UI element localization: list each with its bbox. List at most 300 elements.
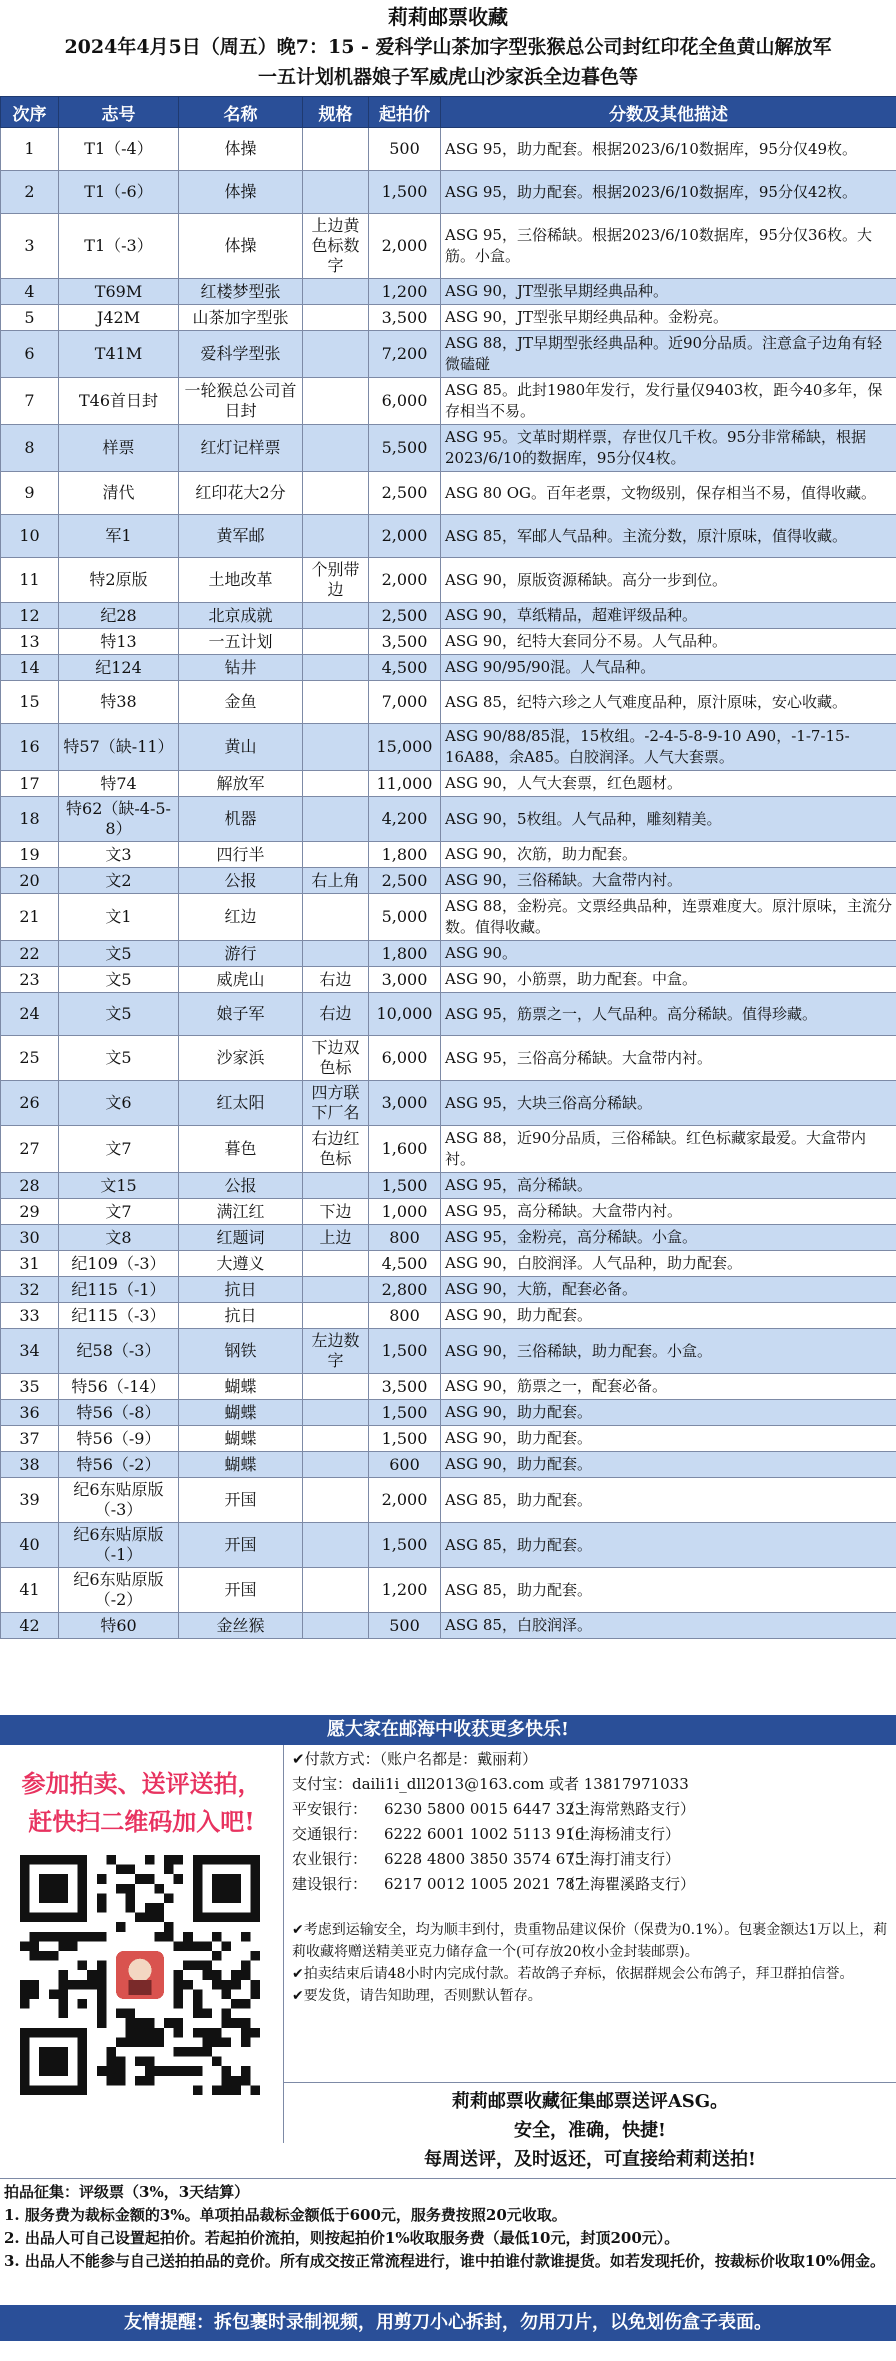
- lot-start-price: 2,000: [369, 558, 441, 603]
- lot-start-price: 3,500: [369, 305, 441, 331]
- lot-start-price: 800: [369, 1303, 441, 1329]
- lot-name: 公报: [179, 868, 303, 894]
- table-row: [1, 1199, 896, 1225]
- lot-spec: [303, 681, 369, 724]
- bank-name: 建设银行：: [292, 1875, 368, 1893]
- lot-spec: [303, 128, 369, 171]
- lot-description: ASG 88，金粉亮。文票经典品种，连票难度大。原汁原味，主流分数。值得收藏。: [441, 894, 896, 941]
- bank-row: [292, 1797, 888, 1822]
- lot-name: 开国: [179, 1568, 303, 1613]
- table-row: [1, 993, 896, 1036]
- lot-code: T69M: [59, 279, 179, 305]
- lot-name: 大遵义: [179, 1251, 303, 1277]
- payment-title-text: 付款方式：（账户名都是：戴丽莉）: [304, 1750, 538, 1768]
- lot-description: ASG 90/88/85混，15枚组。-2-4-5-8-9-10 A90，-1-7-15-16A88，余A85。白胶润泽。人气大套票。: [441, 724, 896, 771]
- lot-code: 纪124: [59, 655, 179, 681]
- lot-description: ASG 95。文革时期样票，存世仅几千枚。95分非常稀缺，根据2023/6/10的数据库，95分仅4枚。: [441, 425, 896, 472]
- lot-spec: [303, 425, 369, 472]
- lot-start-price: 11,000: [369, 771, 441, 797]
- lot-name: 抗日: [179, 1303, 303, 1329]
- lot-start-price: 7,000: [369, 681, 441, 724]
- lot-number: 6: [1, 331, 59, 378]
- payment-info: [284, 1745, 896, 1897]
- lot-start-price: 600: [369, 1452, 441, 1478]
- lot-spec: [303, 305, 369, 331]
- lot-description: ASG 90，次筋，助力配套。: [441, 842, 896, 868]
- lot-description: ASG 85，助力配套。: [441, 1568, 896, 1613]
- lot-name: 金丝猴: [179, 1613, 303, 1639]
- lot-start-price: 3,500: [369, 1374, 441, 1400]
- lot-start-price: 800: [369, 1225, 441, 1251]
- lot-start-price: 1,500: [369, 171, 441, 214]
- lot-spec: 下边: [303, 1199, 369, 1225]
- bank-account[interactable]: 6217 0012 1005 2021 787: [384, 1875, 585, 1893]
- lot-start-price: 1,800: [369, 941, 441, 967]
- table-row: [1, 1251, 896, 1277]
- lot-code: 特13: [59, 629, 179, 655]
- lot-description: ASG 95，高分稀缺。: [441, 1173, 896, 1199]
- lot-number: 34: [1, 1329, 59, 1374]
- table-row: [1, 515, 896, 558]
- lot-name: 蝴蝶: [179, 1426, 303, 1452]
- lot-description: ASG 90，筋票之一，配套必备。: [441, 1374, 896, 1400]
- lot-number: 18: [1, 797, 59, 842]
- lot-name: 威虎山: [179, 967, 303, 993]
- lot-number: 2: [1, 171, 59, 214]
- lot-number: 36: [1, 1400, 59, 1426]
- lot-code: T46首日封: [59, 378, 179, 425]
- bank-account[interactable]: 6228 4800 3850 3574 675: [384, 1850, 585, 1868]
- lot-start-price: 1,200: [369, 1568, 441, 1613]
- lot-code: 特56（-14）: [59, 1374, 179, 1400]
- rules-title: 拍品征集：评级票（3%，3天结算）: [4, 2183, 250, 2201]
- lot-number: 20: [1, 868, 59, 894]
- lot-spec: [303, 331, 369, 378]
- table-row: [1, 378, 896, 425]
- page-title: 莉莉邮票收藏: [388, 5, 508, 29]
- lot-description: ASG 90，三俗稀缺，助力配套。小盒。: [441, 1329, 896, 1374]
- lot-number: 26: [1, 1081, 59, 1126]
- lot-number: 32: [1, 1277, 59, 1303]
- lot-description: ASG 80 OG。百年老票，文物级别，保存相当不易，值得收藏。: [441, 472, 896, 515]
- lot-name: 机器: [179, 797, 303, 842]
- lot-spec: 个别带边: [303, 558, 369, 603]
- lot-description: ASG 90，助力配套。: [441, 1400, 896, 1426]
- lot-start-price: 10,000: [369, 993, 441, 1036]
- lot-number: 27: [1, 1126, 59, 1173]
- lot-description: ASG 88，近90分品质，三俗稀缺。红色标藏家最爱。大盒带内衬。: [441, 1126, 896, 1173]
- rule-1: 1. 服务费为裁标金额的3%。单项拍品裁标金额低于600元，服务费按照20元收取。: [4, 2206, 567, 2224]
- lot-description: ASG 85。此封1980年发行，发行量仅9403枚，距今40多年，保存相当不易。: [441, 378, 896, 425]
- shipping-notes: [284, 1919, 896, 2007]
- table-row: [1, 1374, 896, 1400]
- lot-start-price: 7,200: [369, 331, 441, 378]
- table-row: [1, 1303, 896, 1329]
- alipay-row: [292, 1772, 888, 1797]
- footer-reminder: 友情提醒：拆包裹时录制视频，用剪刀小心拆封，勿用刀片，以免划伤盒子表面。: [0, 2305, 896, 2341]
- lot-number: 9: [1, 472, 59, 515]
- lot-spec: [303, 724, 369, 771]
- lot-name: 一五计划: [179, 629, 303, 655]
- lot-start-price: 2,000: [369, 515, 441, 558]
- note-1: [292, 1919, 888, 1963]
- lot-name: 暮色: [179, 1126, 303, 1173]
- lot-number: 14: [1, 655, 59, 681]
- lot-description: ASG 95，助力配套。根据2023/6/10数据库，95分仅42枚。: [441, 171, 896, 214]
- lot-code: 特57（缺-11）: [59, 724, 179, 771]
- lot-code: T1（-4）: [59, 128, 179, 171]
- lot-spec: [303, 1251, 369, 1277]
- lot-number: 11: [1, 558, 59, 603]
- lot-code: 样票: [59, 425, 179, 472]
- lot-spec: 上边黄色标数字: [303, 214, 369, 279]
- lot-spec: 右边: [303, 993, 369, 1036]
- lot-code: 清代: [59, 472, 179, 515]
- lot-code: 纪58（-3）: [59, 1329, 179, 1374]
- lot-name: 满江红: [179, 1199, 303, 1225]
- lot-start-price: 1,500: [369, 1400, 441, 1426]
- lot-spec: [303, 1400, 369, 1426]
- lot-number: 12: [1, 603, 59, 629]
- lot-number: 24: [1, 993, 59, 1036]
- lot-name: 红太阳: [179, 1081, 303, 1126]
- lot-code: 军1: [59, 515, 179, 558]
- lot-name: 钻井: [179, 655, 303, 681]
- lot-start-price: 2,000: [369, 214, 441, 279]
- lot-description: ASG 90。: [441, 941, 896, 967]
- divider: [0, 2178, 896, 2179]
- note-3: [292, 1985, 888, 2007]
- lot-spec: [303, 1613, 369, 1639]
- lot-description: ASG 90，小筋票，助力配套。中盒。: [441, 967, 896, 993]
- lot-name: 红边: [179, 894, 303, 941]
- lot-number: 30: [1, 1225, 59, 1251]
- table-row: [1, 1126, 896, 1173]
- header: [0, 0, 896, 100]
- lot-number: 42: [1, 1613, 59, 1639]
- lot-description: ASG 95，三俗稀缺。根据2023/6/10数据库，95分仅36枚。大筋。小盒。: [441, 214, 896, 279]
- lot-start-price: 500: [369, 128, 441, 171]
- bank-account[interactable]: 6222 6001 1002 5113 916: [384, 1825, 585, 1843]
- table-row: [1, 305, 896, 331]
- lot-spec: [303, 171, 369, 214]
- col-header-code: 志号: [59, 97, 179, 128]
- asg-submission-box: [284, 2082, 896, 2179]
- lot-name: 蝴蝶: [179, 1400, 303, 1426]
- table-header-row: [1, 97, 896, 128]
- asg-line-2: 安全，准确，快捷!: [514, 2120, 666, 2141]
- lot-name: 北京成就: [179, 603, 303, 629]
- lot-spec: [303, 1452, 369, 1478]
- lot-code: 文5: [59, 1036, 179, 1081]
- lot-description: ASG 95，金粉亮，高分稀缺。小盒。: [441, 1225, 896, 1251]
- lot-code: 文2: [59, 868, 179, 894]
- table-row: [1, 1173, 896, 1199]
- lot-name: 黄山: [179, 724, 303, 771]
- lot-spec: 左边数字: [303, 1329, 369, 1374]
- lot-name: 解放军: [179, 771, 303, 797]
- lot-start-price: 6,000: [369, 378, 441, 425]
- lot-number: 15: [1, 681, 59, 724]
- lot-number: 28: [1, 1173, 59, 1199]
- lot-description: ASG 90，助力配套。: [441, 1303, 896, 1329]
- lot-spec: [303, 1478, 369, 1523]
- lot-start-price: 5,500: [369, 425, 441, 472]
- lot-code: 文1: [59, 894, 179, 941]
- lot-name: 开国: [179, 1478, 303, 1523]
- note-1-text: 考虑到运输安全，均为顺丰到付，贵重物品建议保价（保费为0.1%）。包裹金额达1万以上，莉莉收藏将赠送精美亚克力储存盒一个(可存放20枚小金封装邮票)。: [292, 1922, 888, 1960]
- lot-start-price: 4,500: [369, 655, 441, 681]
- lot-number: 7: [1, 378, 59, 425]
- col-header-spec: 规格: [303, 97, 369, 128]
- lot-number: 4: [1, 279, 59, 305]
- bank-branch: （上海常熟路支行）: [560, 1800, 696, 1818]
- banner: 愿大家在邮海中收获更多快乐!: [0, 1715, 896, 1745]
- bank-name: 平安银行：: [292, 1800, 368, 1818]
- promo-line-2: 赶快扫二维码加入吧!: [28, 1807, 255, 1836]
- lot-code: 文5: [59, 993, 179, 1036]
- table-row: [1, 214, 896, 279]
- lot-code: 纪115（-3）: [59, 1303, 179, 1329]
- lot-name: 黄军邮: [179, 515, 303, 558]
- bank-account[interactable]: 6230 5800 0015 6447 323: [384, 1800, 585, 1818]
- lot-code: 文7: [59, 1126, 179, 1173]
- lot-description: ASG 90，白胶润泽。人气品种，助力配套。: [441, 1251, 896, 1277]
- lot-code: 特60: [59, 1613, 179, 1639]
- table-row: [1, 603, 896, 629]
- lot-name: 红灯记样票: [179, 425, 303, 472]
- lot-number: 31: [1, 1251, 59, 1277]
- lot-description: ASG 95，大块三俗高分稀缺。: [441, 1081, 896, 1126]
- lot-number: 22: [1, 941, 59, 967]
- table-row: [1, 1613, 896, 1639]
- lot-name: 四行半: [179, 842, 303, 868]
- lot-number: 3: [1, 214, 59, 279]
- lot-number: 19: [1, 842, 59, 868]
- lot-start-price: 5,000: [369, 894, 441, 941]
- table-row: [1, 894, 896, 941]
- lot-number: 1: [1, 128, 59, 171]
- lot-spec: 上边: [303, 1225, 369, 1251]
- bank-row: [292, 1872, 888, 1897]
- lot-name: 娘子军: [179, 993, 303, 1036]
- rule-2: 2. 出品人可自己设置起拍价。若起拍价流拍，则按起拍价1%收取服务费（最低10元，封顶200元）。: [4, 2229, 680, 2247]
- lot-description: ASG 90/95/90混。人气品种。: [441, 655, 896, 681]
- lot-code: 特62（缺-4-5-8）: [59, 797, 179, 842]
- lot-code: 文3: [59, 842, 179, 868]
- lot-code: 文7: [59, 1199, 179, 1225]
- lot-code: T1（-3）: [59, 214, 179, 279]
- lot-name: 抗日: [179, 1277, 303, 1303]
- table-row: [1, 967, 896, 993]
- lot-start-price: 4,200: [369, 797, 441, 842]
- lot-spec: [303, 629, 369, 655]
- lot-spec: [303, 515, 369, 558]
- lot-spec: [303, 603, 369, 629]
- table-row: [1, 1523, 896, 1568]
- lot-code: 特38: [59, 681, 179, 724]
- lot-number: 41: [1, 1568, 59, 1613]
- lot-number: 29: [1, 1199, 59, 1225]
- lot-code: 纪115（-1）: [59, 1277, 179, 1303]
- lot-start-price: 2,500: [369, 603, 441, 629]
- bank-name: 农业银行：: [292, 1850, 368, 1868]
- lot-spec: [303, 797, 369, 842]
- bank-branch: （上海瞿溪路支行）: [560, 1875, 696, 1893]
- lot-start-price: 1,200: [369, 279, 441, 305]
- lot-spec: [303, 1374, 369, 1400]
- table-row: [1, 1568, 896, 1613]
- lot-description: ASG 90，人气大套票，红色题材。: [441, 771, 896, 797]
- table-row: [1, 1036, 896, 1081]
- lot-spec: [303, 472, 369, 515]
- table-row: [1, 842, 896, 868]
- table-row: [1, 771, 896, 797]
- col-header-no: 次序: [1, 97, 59, 128]
- lot-spec: [303, 1426, 369, 1452]
- lot-start-price: 1,000: [369, 1199, 441, 1225]
- lot-start-price: 500: [369, 1613, 441, 1639]
- lot-name: 蝴蝶: [179, 1374, 303, 1400]
- lot-number: 35: [1, 1374, 59, 1400]
- table-row: [1, 1081, 896, 1126]
- lot-code: 特74: [59, 771, 179, 797]
- lot-description: ASG 90，纪特大套同分不易。人气品种。: [441, 629, 896, 655]
- lot-number: 21: [1, 894, 59, 941]
- lot-code: 纪6东贴原版（-2）: [59, 1568, 179, 1613]
- table-row: [1, 472, 896, 515]
- lot-start-price: 6,000: [369, 1036, 441, 1081]
- lot-spec: 右边: [303, 967, 369, 993]
- check-icon: ✔: [292, 1988, 304, 2004]
- qr-center-avatar-icon: [111, 1946, 169, 2004]
- lot-name: 红楼梦型张: [179, 279, 303, 305]
- check-icon: ✔: [292, 1922, 304, 1938]
- asg-line-1: 莉莉邮票收藏征集邮票送评ASG。: [451, 2091, 729, 2112]
- col-header-price: 起拍价: [369, 97, 441, 128]
- lot-start-price: 1,800: [369, 842, 441, 868]
- lot-spec: 右上角: [303, 868, 369, 894]
- check-icon: ✔: [292, 1966, 304, 1982]
- table-row: [1, 941, 896, 967]
- lot-table: [0, 96, 896, 1639]
- lot-name: 开国: [179, 1523, 303, 1568]
- check-icon: ✔: [292, 1750, 305, 1768]
- lot-spec: [303, 655, 369, 681]
- lot-description: ASG 90，5枚组。人气品种，雕刻精美。: [441, 797, 896, 842]
- lot-number: 38: [1, 1452, 59, 1478]
- lot-code: 特56（-9）: [59, 1426, 179, 1452]
- table-row: [1, 279, 896, 305]
- payment-title: [292, 1747, 888, 1772]
- lot-spec: [303, 1173, 369, 1199]
- lot-code: 文5: [59, 967, 179, 993]
- alipay-value[interactable]: daili1i_dll2013@163.com 或者 13817971033: [352, 1775, 689, 1793]
- lot-start-price: 15,000: [369, 724, 441, 771]
- alipay-label: 支付宝：: [292, 1775, 353, 1793]
- lot-name: 红印花大2分: [179, 472, 303, 515]
- lot-number: 23: [1, 967, 59, 993]
- lot-description: ASG 90，助力配套。: [441, 1452, 896, 1478]
- lot-spec: [303, 842, 369, 868]
- table-row: [1, 724, 896, 771]
- lot-number: 17: [1, 771, 59, 797]
- table-row: [1, 1478, 896, 1523]
- table-row: [1, 171, 896, 214]
- lot-description: ASG 90，原版资源稀缺。高分一步到位。: [441, 558, 896, 603]
- asg-line-3: 每周送评，及时返还，可直接给莉莉送拍!: [424, 2149, 756, 2170]
- table-row: [1, 1426, 896, 1452]
- table-row: [1, 1329, 896, 1374]
- table-row: [1, 558, 896, 603]
- lot-code: 纪28: [59, 603, 179, 629]
- lot-description: ASG 95，助力配套。根据2023/6/10数据库，95分仅49枚。: [441, 128, 896, 171]
- lot-description: ASG 90，JT型张早期经典品种。: [441, 279, 896, 305]
- lot-code: 特56（-8）: [59, 1400, 179, 1426]
- lot-number: 16: [1, 724, 59, 771]
- lot-code: 纪6东贴原版（-3）: [59, 1478, 179, 1523]
- lot-spec: [303, 1277, 369, 1303]
- lot-number: 39: [1, 1478, 59, 1523]
- table-row: [1, 1225, 896, 1251]
- lot-spec: 四方联下厂名: [303, 1081, 369, 1126]
- auction-items-line: 一五计划机器娘子军威虎山沙家浜全边暮色等: [257, 66, 638, 88]
- table-row: [1, 868, 896, 894]
- lot-number: 13: [1, 629, 59, 655]
- table-row: [1, 425, 896, 472]
- lot-spec: 右边红色标: [303, 1126, 369, 1173]
- table-row: [1, 1400, 896, 1426]
- lot-spec: [303, 279, 369, 305]
- lot-number: 37: [1, 1426, 59, 1452]
- col-header-name: 名称: [179, 97, 303, 128]
- lot-start-price: 1,500: [369, 1173, 441, 1199]
- lot-number: 40: [1, 1523, 59, 1568]
- lot-code: 特56（-2）: [59, 1452, 179, 1478]
- lot-name: 蝴蝶: [179, 1452, 303, 1478]
- lot-start-price: 1,500: [369, 1426, 441, 1452]
- lot-name: 体操: [179, 128, 303, 171]
- promo-line-1: 参加拍卖、送评送拍，: [21, 1769, 262, 1798]
- lot-start-price: 3,500: [369, 629, 441, 655]
- lot-description: ASG 85，助力配套。: [441, 1523, 896, 1568]
- promo-panel: [0, 1745, 284, 2143]
- lot-start-price: 1,500: [369, 1523, 441, 1568]
- lot-description: ASG 85，白胶润泽。: [441, 1613, 896, 1639]
- lot-spec: [303, 941, 369, 967]
- lot-description: ASG 95，高分稀缺。大盒带内衬。: [441, 1199, 896, 1225]
- lot-description: ASG 90，草纸精品，超难评级品种。: [441, 603, 896, 629]
- table-row: [1, 655, 896, 681]
- lot-description: ASG 90，JT型张早期经典品种。金粉亮。: [441, 305, 896, 331]
- lot-description: ASG 90，三俗稀缺。大盒带内衬。: [441, 868, 896, 894]
- lot-spec: [303, 1523, 369, 1568]
- lot-name: 体操: [179, 214, 303, 279]
- lot-number: 5: [1, 305, 59, 331]
- lot-name: 红题词: [179, 1225, 303, 1251]
- table-row: [1, 128, 896, 171]
- qr-code[interactable]: [20, 1855, 260, 2095]
- table-row: [1, 1452, 896, 1478]
- lot-code: 特2原版: [59, 558, 179, 603]
- table-row: [1, 797, 896, 842]
- note-2-text: 拍卖结束后请48小时内完成付款。若故鸽子弃标，依据群规会公布鸽子，拜卫群拍信誉。: [303, 1966, 854, 1982]
- table-row: [1, 629, 896, 655]
- lot-spec: [303, 1303, 369, 1329]
- lot-name: 山茶加字型张: [179, 305, 303, 331]
- lot-description: ASG 90，助力配套。: [441, 1426, 896, 1452]
- lot-spec: [303, 1568, 369, 1613]
